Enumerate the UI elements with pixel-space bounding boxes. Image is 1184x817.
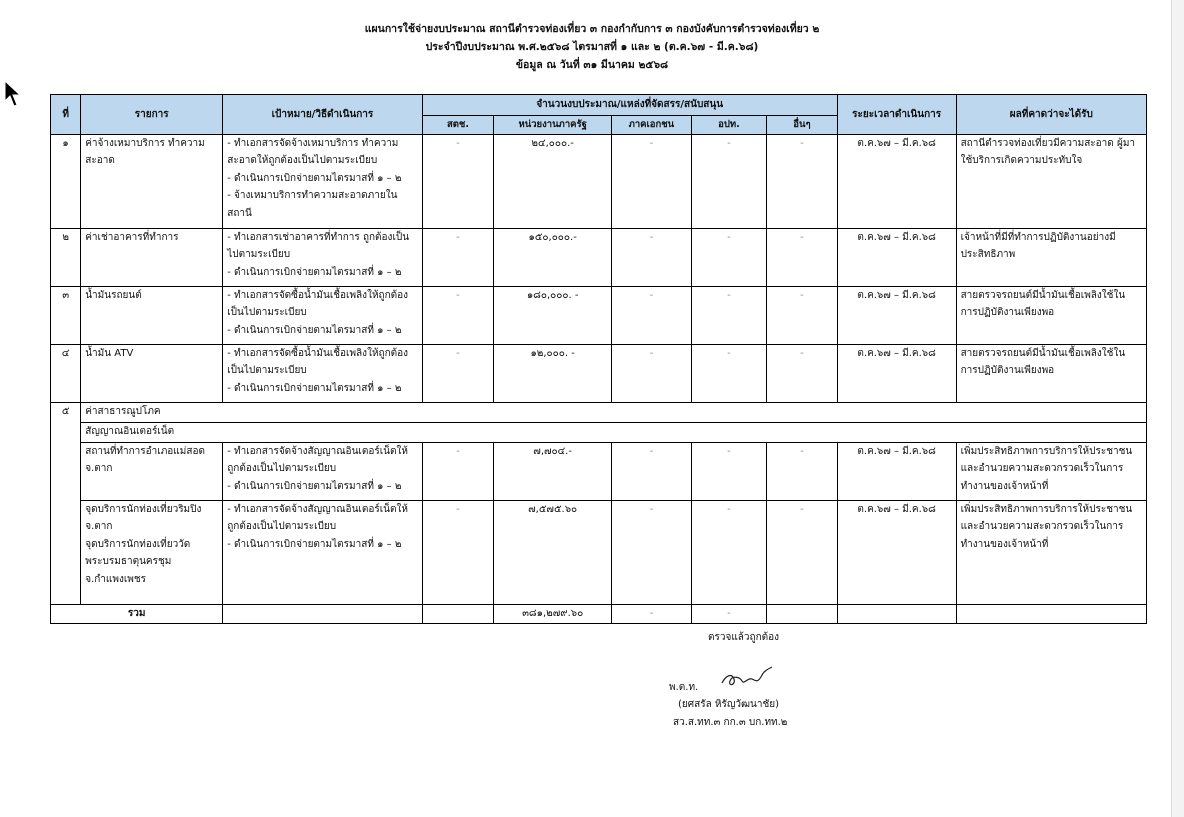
cell-stc: - <box>422 344 494 402</box>
cell-private: - <box>612 286 692 344</box>
cell-period: ต.ค.๖๗ – มี.ค.๖๘ <box>837 134 956 228</box>
target-line: - ดำเนินการเบิกจ่ายตามไตรมาสที่ ๑ – ๒ <box>227 382 402 394</box>
cell-local: - <box>691 286 767 344</box>
row-item: น้ำมันรถยนต์ <box>81 286 223 344</box>
document-title-line2: ประจำปีงบประมาณ พ.ศ.๒๕๖๘ ไตรมาสที่ ๑ และ ๒ (ต.ค.๖๗ - มี.ค.๖๘) <box>425 41 759 53</box>
cell-local: - <box>691 500 767 604</box>
cell-local: - <box>691 134 767 228</box>
target-line: - ดำเนินการเบิกจ่ายตามไตรมาสที่ ๑ – ๒ <box>227 538 402 550</box>
cell-private: - <box>612 344 692 402</box>
row-item-line: จุดบริการนักท่องเที่ยวริมปิง จ.ตาก <box>85 503 202 532</box>
group-subtitle: สัญญาณอินเตอร์เน็ต <box>81 422 1147 442</box>
total-label: รวม <box>51 604 223 623</box>
cell-private: - <box>612 228 692 286</box>
header-source-stc: สตช. <box>422 116 494 135</box>
row-targets <box>223 500 422 604</box>
table-row <box>51 422 1147 442</box>
cell-result: สายตรวจรถยนต์มีน้ำมันเชื้อเพลิงใช้ในการปฏิบัติงานเพียงพอ <box>956 286 1146 344</box>
header-result: ผลที่คาดว่าจะได้รับ <box>956 95 1146 135</box>
cell-result: สายตรวจรถยนต์มีน้ำมันเชื้อเพลิงใช้ในการปฏิบัติงานเพียงพอ <box>956 344 1146 402</box>
target-line: - ดำเนินการเบิกจ่ายตามไตรมาสที่ ๑ – ๒ <box>227 266 402 278</box>
row-no: ๕ <box>51 402 81 604</box>
table-row <box>51 442 1147 500</box>
cell-other: - <box>767 286 838 344</box>
signer-rank: พ.ต.ท. <box>669 682 699 693</box>
cell-gov: ๗,๕๗๕.๖๐ <box>494 500 612 604</box>
row-item: สถานที่ทำการอำเภอแม่สอด จ.ตาก <box>81 442 223 500</box>
total-other <box>767 604 838 623</box>
verified-text: ตรวจแล้วถูกต้อง <box>708 632 780 643</box>
cell-other: - <box>767 134 838 228</box>
cell-stc: - <box>422 134 494 228</box>
total-gov: ๓๘๑,๒๗๙.๖๐ <box>494 604 612 623</box>
target-line: - ทำเอกสารเช่าอาคารที่ทำการ ถูกต้องเป็นไปตามระเบียบ <box>227 231 410 260</box>
target-line: - ทำเอกสารจัดจ้างเหมาบริการ ทำความสะอาดให้ถูกต้องเป็นไปตามระเบียบ <box>227 137 399 166</box>
row-item: น้ำมัน ATV <box>81 344 223 402</box>
window-scrollbar[interactable] <box>1171 0 1184 817</box>
row-targets <box>223 286 422 344</box>
cell-period: ต.ค.๖๗ – มี.ค.๖๘ <box>837 286 956 344</box>
row-no: ๑ <box>51 134 81 228</box>
row-targets <box>223 228 422 286</box>
handwritten-signature <box>718 663 774 691</box>
row-item: ค่าจ้างเหมาบริการ ทำความสะอาด <box>81 134 223 228</box>
cell-period: ต.ค.๖๗ – มี.ค.๖๘ <box>837 344 956 402</box>
cell-gov: ๑๕๐,๐๐๐.- <box>494 228 612 286</box>
row-targets <box>223 344 422 402</box>
header-budget-group: จำนวนงบประมาณ/แหล่งที่จัดสรร/สนับสนุน <box>422 95 837 116</box>
header-source-gov: หน่วยงานภาครัฐ <box>494 116 612 135</box>
cell-period: ต.ค.๖๗ – มี.ค.๖๘ <box>837 228 956 286</box>
cell-gov: ๗,๗๐๔.- <box>494 442 612 500</box>
row-no: ๔ <box>51 344 81 402</box>
cell-result: สถานีตำรวจท่องเที่ยวมีความสะอาด ผู้มาใช้บริการเกิดความประทับใจ <box>956 134 1146 228</box>
signer-position: สว.ส.ทท.๓ กก.๓ บก.ทท.๒ <box>673 717 788 728</box>
row-item <box>81 500 223 604</box>
cell-period: ต.ค.๖๗ – มี.ค.๖๘ <box>837 500 956 604</box>
cell-other: - <box>767 442 838 500</box>
table-row <box>51 134 1147 228</box>
mouse-pointer-icon <box>4 80 22 108</box>
cell-other: - <box>767 500 838 604</box>
signer-name: (ยศสรัล หิรัญวัฒนาชัย) <box>678 699 780 710</box>
header-target: เป้าหมาย/วิธีดำเนินการ <box>223 95 422 135</box>
target-line: - ทำเอกสารจัดซื้อน้ำมันเชื้อเพลิงให้ถูกต้องเป็นไปตามระเบียบ <box>227 347 409 376</box>
cell-local: - <box>691 344 767 402</box>
total-stc <box>422 604 494 623</box>
header-period: ระยะเวลาดำเนินการ <box>837 95 956 135</box>
cell-result: เพิ่มประสิทธิภาพการบริการให้ประชาชนและอำนวยความสะดวกรวดเร็วในการทำงานของเจ้าหน้าที่ <box>956 500 1146 604</box>
table-row <box>51 228 1147 286</box>
cell-result: เพิ่มประสิทธิภาพการบริการให้ประชาชนและอำนวยความสะดวกรวดเร็วในการทำงานของเจ้าหน้าที่ <box>956 442 1146 500</box>
total-row <box>51 604 1147 623</box>
target-line: - จ้างเหมาบริการทำความสะอาดภายในสถานี <box>227 190 398 219</box>
header-source-local: อปท. <box>691 116 767 135</box>
row-targets <box>223 134 422 228</box>
target-line: - ทำเอกสารจัดจ้างสัญญาณอินเตอร์เน็ตให้ถูกต้องเป็นไปตามระเบียบ <box>227 445 408 474</box>
total-empty <box>223 604 422 623</box>
cell-stc: - <box>422 228 494 286</box>
cell-private: - <box>612 134 692 228</box>
cell-gov: ๑๒,๐๐๐. - <box>494 344 612 402</box>
cell-private: - <box>612 500 692 604</box>
cell-stc: - <box>422 442 494 500</box>
row-item-line: จุดบริการนักท่องเที่ยววัดพระบรมธาตุนครชุม จ.กำแพงเพชร <box>85 538 191 585</box>
header-source-private: ภาคเอกชน <box>612 116 692 135</box>
row-no: ๓ <box>51 286 81 344</box>
total-result <box>956 604 1146 623</box>
header-item: รายการ <box>81 95 223 135</box>
cell-gov: ๑๘๐,๐๐๐. - <box>494 286 612 344</box>
table-row <box>51 500 1147 604</box>
table-row <box>51 402 1147 422</box>
cell-result: เจ้าหน้าที่มีที่ทำการปฏิบัติงานอย่างมีประสิทธิภาพ <box>956 228 1146 286</box>
row-targets <box>223 442 422 500</box>
cell-period: ต.ค.๖๗ – มี.ค.๖๘ <box>837 442 956 500</box>
row-item: ค่าเช่าอาคารที่ทำการ <box>81 228 223 286</box>
target-line: - ดำเนินการเบิกจ่ายตามไตรมาสที่ ๑ – ๒ <box>227 172 402 184</box>
cell-other: - <box>767 344 838 402</box>
group-title: ค่าสาธารณูปโภค <box>81 402 1147 422</box>
budget-plan-table <box>50 94 1147 624</box>
header-source-other: อื่นๆ <box>767 116 838 135</box>
cell-local: - <box>691 442 767 500</box>
cell-other: - <box>767 228 838 286</box>
target-line: - ดำเนินการเบิกจ่ายตามไตรมาสที่ ๑ – ๒ <box>227 324 402 336</box>
total-local: - <box>691 604 767 623</box>
cell-stc: - <box>422 500 494 604</box>
target-line: - ดำเนินการเบิกจ่ายตามไตรมาสที่ ๑ – ๒ <box>227 480 402 492</box>
cell-gov: ๒๔,๐๐๐.- <box>494 134 612 228</box>
table-row <box>51 344 1147 402</box>
row-no: ๒ <box>51 228 81 286</box>
header-no: ที่ <box>51 95 81 135</box>
cell-private: - <box>612 442 692 500</box>
document-title-line1: แผนการใช้จ่ายงบประมาณ สถานีตำรวจท่องเที่ยว ๓ กองกำกับการ ๓ กองบังคับการตำรวจท่องเที่ยว ๒ <box>364 23 820 35</box>
target-line: - ทำเอกสารจัดซื้อน้ำมันเชื้อเพลิงให้ถูกต้องเป็นไปตามระเบียบ <box>227 289 409 318</box>
total-private: - <box>612 604 692 623</box>
cell-stc: - <box>422 286 494 344</box>
table-row <box>51 286 1147 344</box>
total-period <box>837 604 956 623</box>
cell-local: - <box>691 228 767 286</box>
target-line: - ทำเอกสารจัดจ้างสัญญาณอินเตอร์เน็ตให้ถูกต้องเป็นไปตามระเบียบ <box>227 503 408 532</box>
document-title-line3: ข้อมูล ณ วันที่ ๓๑ มีนาคม ๒๕๖๘ <box>515 59 669 71</box>
